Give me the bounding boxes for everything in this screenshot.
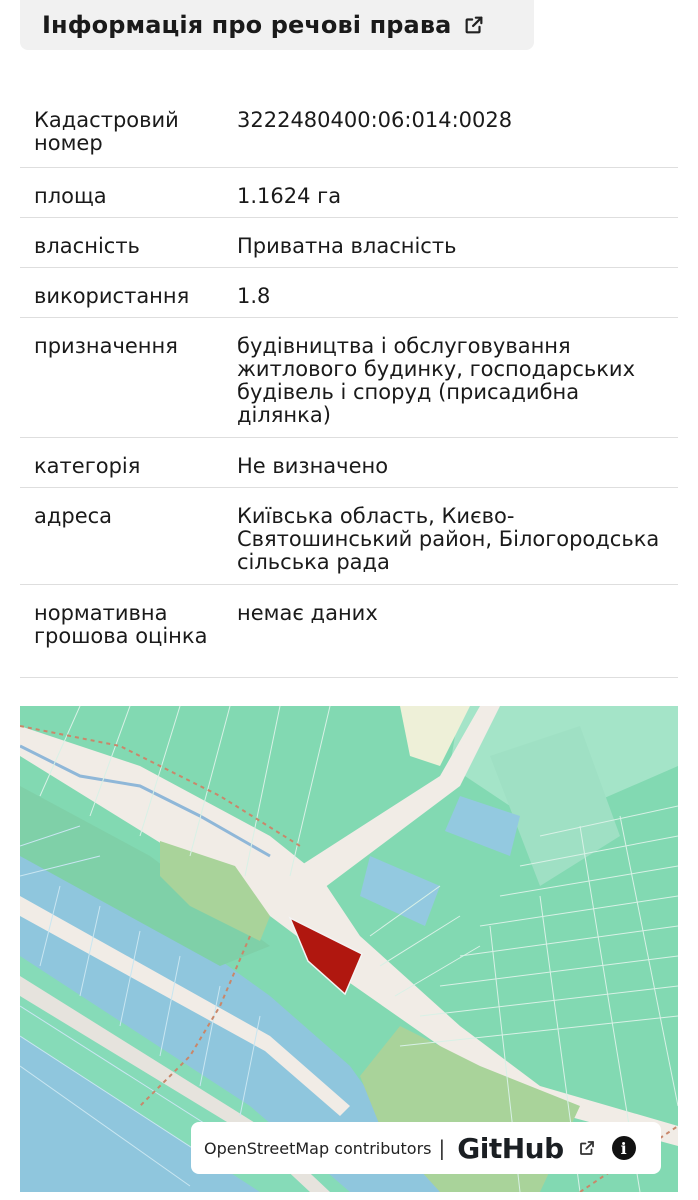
row-label: Кадастровий номер	[34, 108, 179, 155]
page-title: Інформація про речові права	[42, 11, 452, 39]
usage-value: 1.8	[237, 284, 271, 308]
area-value: 1.1624 га	[237, 184, 342, 208]
purpose-value: будівництва і обслуговування житлового будинку, господарських будівель і споруд (присадибна ділянка)	[237, 334, 635, 427]
info-icon[interactable]: i	[612, 1136, 636, 1160]
valuation-value: немає даних	[237, 601, 378, 625]
row-ownership	[20, 218, 678, 268]
row-address	[20, 488, 678, 585]
category-value: Не визначено	[237, 454, 389, 478]
row-usage	[20, 268, 678, 318]
map-attribution	[191, 1122, 661, 1174]
row-label: власність	[34, 234, 140, 258]
property-details-table	[20, 92, 678, 678]
external-link-icon[interactable]	[463, 14, 485, 36]
page-title-bar[interactable]	[20, 0, 534, 50]
github-logo[interactable]: GitHub	[457, 1131, 564, 1165]
cadastral-number-value: 3222480400:06:014:0028	[237, 108, 513, 132]
cadastral-map[interactable]	[20, 706, 678, 1192]
row-label: адреса	[34, 504, 113, 528]
attribution-link[interactable]: OpenStreetMap contributors	[204, 1138, 432, 1158]
row-area	[20, 168, 678, 218]
ownership-value: Приватна власність	[237, 234, 457, 258]
row-purpose	[20, 318, 678, 438]
row-label: призначення	[34, 334, 178, 358]
row-cadastral-number	[20, 92, 678, 168]
row-category	[20, 438, 678, 488]
row-label: категорія	[34, 454, 141, 478]
external-link-icon[interactable]	[578, 1139, 596, 1157]
row-label: використання	[34, 284, 190, 308]
address-value: Київська область, Києво-Святошинський район, Білогородська сільська рада	[237, 504, 660, 574]
attribution-separator: |	[438, 1136, 446, 1160]
row-label: нормативна грошова оцінка	[34, 601, 208, 648]
row-label: площа	[34, 184, 107, 208]
row-valuation	[20, 585, 678, 678]
